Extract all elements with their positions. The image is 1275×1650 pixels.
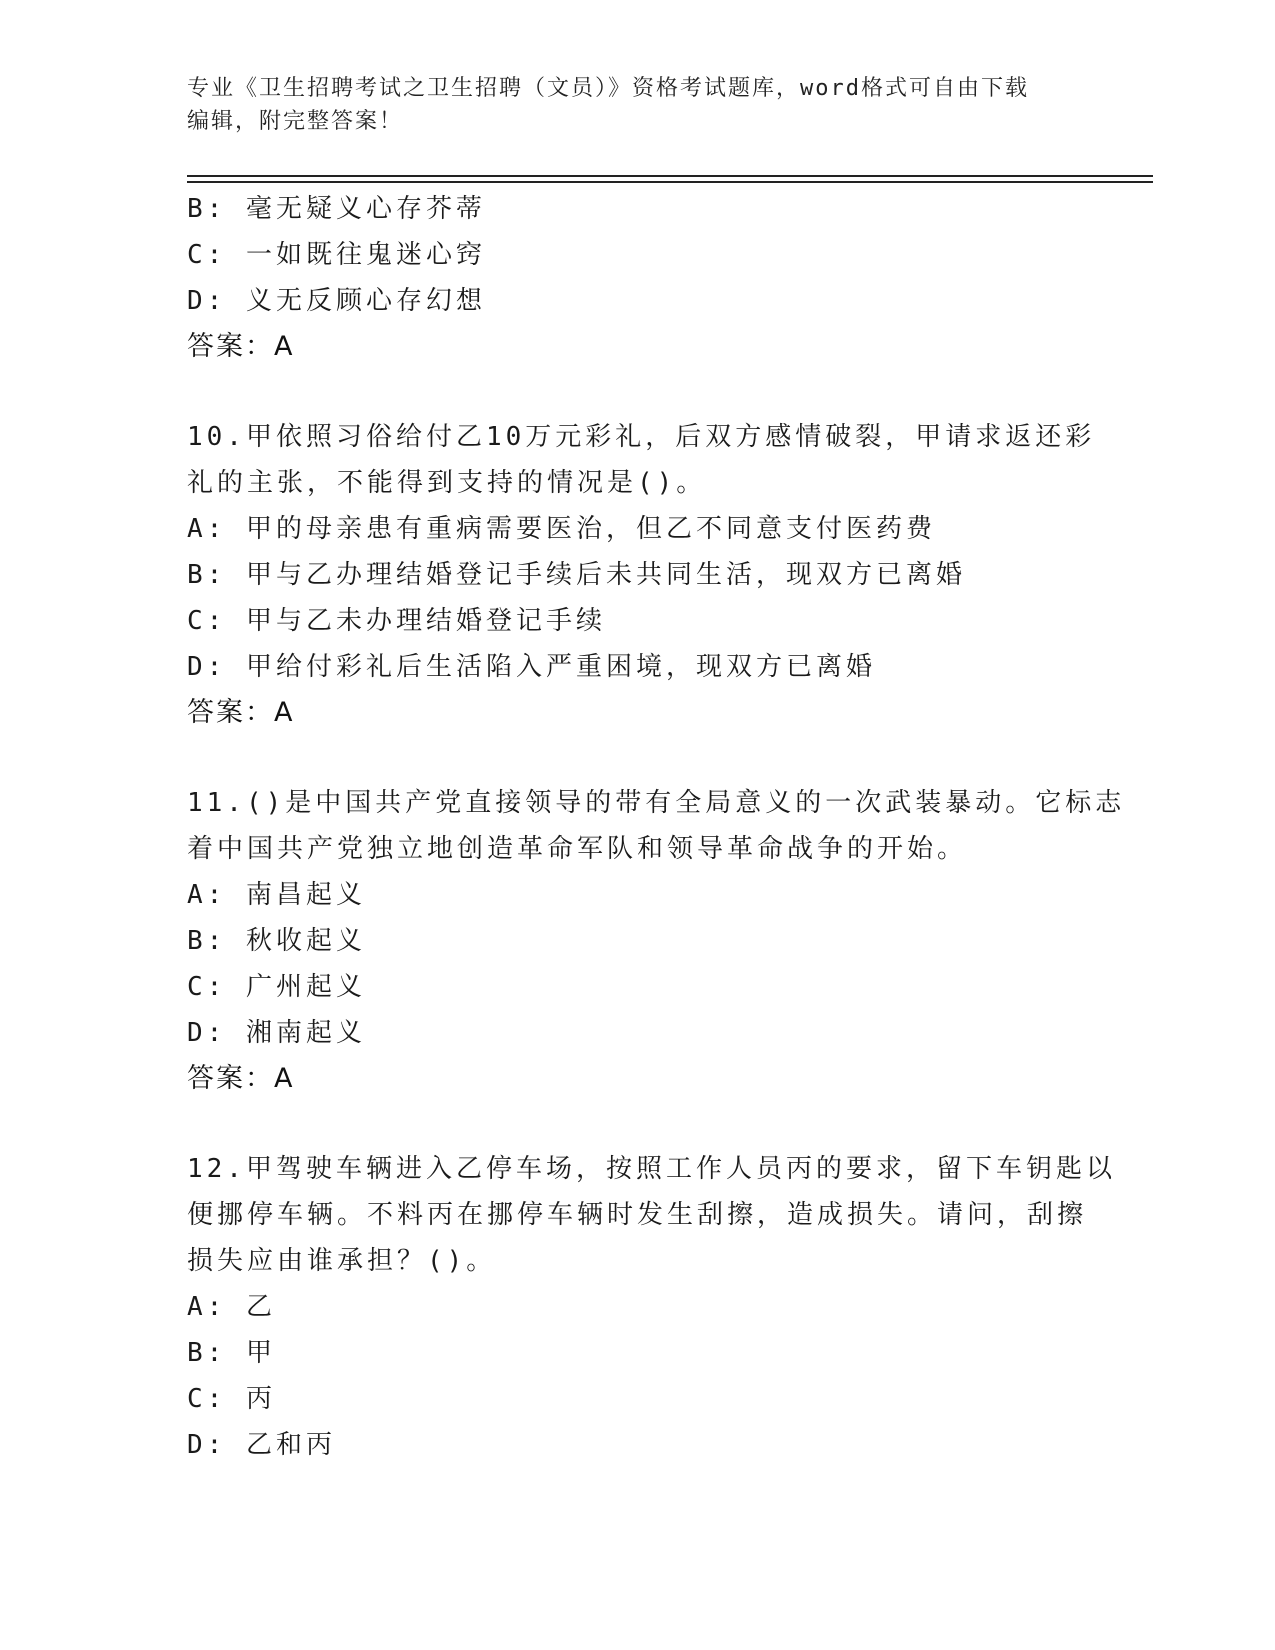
question-11 [187,780,1126,1102]
question-stem-line-2: 便挪停车辆。不料丙在挪停车辆时发生刮擦，造成损失。请问，刮擦 [187,1200,1088,1230]
option-c: C: 丙 [187,1384,276,1414]
question-stem-line-3: 损失应由谁承担？()。 [187,1246,497,1276]
option-a: A: 乙 [187,1292,276,1322]
question-stem-line-1: 12.甲驾驶车辆进入乙停车场，按照工作人员丙的要求，留下车钥匙以 [187,1154,1116,1184]
answer-label: 答案：A [187,697,295,728]
option-b: B: 毫无疑义心存芥蒂 [187,194,486,224]
option-b: B: 甲 [187,1338,276,1368]
option-d: D: 甲给付彩礼后生活陷入严重困境，现双方已离婚 [187,652,876,682]
answer-label: 答案：A [187,331,295,362]
option-c: C: 广州起义 [187,972,366,1002]
question-10 [187,414,1096,736]
option-a: A: 甲的母亲患有重病需要医治，但乙不同意支付医药费 [187,514,936,544]
header-line-2: 编辑，附完整答案！ [187,109,404,134]
question-stem-line-1: 10.甲依照习俗给付乙10万元彩礼，后双方感情破裂，甲请求返还彩 [187,422,1096,452]
answer-label: 答案：A [187,1063,295,1094]
document-header [187,72,1067,138]
spacer [187,1102,1087,1146]
question-stem-line-2: 礼的主张，不能得到支持的情况是()。 [187,468,707,498]
option-a: A: 南昌起义 [187,880,366,910]
question-stem-line-1: 11.()是中国共产党直接领导的带有全局意义的一次武装暴动。它标志 [187,788,1126,818]
question-list [187,186,1126,1468]
header-line-1: 专业《卫生招聘考试之卫生招聘（文员）》资格考试题库，word格式可自由下载 [187,76,1029,101]
question-12 [187,1146,1116,1468]
option-d: D: 义无反顾心存幻想 [187,286,486,316]
question-9 [187,186,1087,370]
spacer [187,370,1087,414]
option-b: B: 秋收起义 [187,926,366,956]
option-d: D: 湘南起义 [187,1018,366,1048]
header-divider-bottom [187,181,1153,183]
option-c: C: 甲与乙未办理结婚登记手续 [187,606,606,636]
header-divider-top [187,175,1153,177]
option-b: B: 甲与乙办理结婚登记手续后未共同生活，现双方已离婚 [187,560,966,590]
option-d: D: 乙和丙 [187,1430,336,1460]
question-stem-line-2: 着中国共产党独立地创造革命军队和领导革命战争的开始。 [187,834,968,864]
option-c: C: 一如既往鬼迷心窍 [187,240,486,270]
spacer [187,736,1087,780]
